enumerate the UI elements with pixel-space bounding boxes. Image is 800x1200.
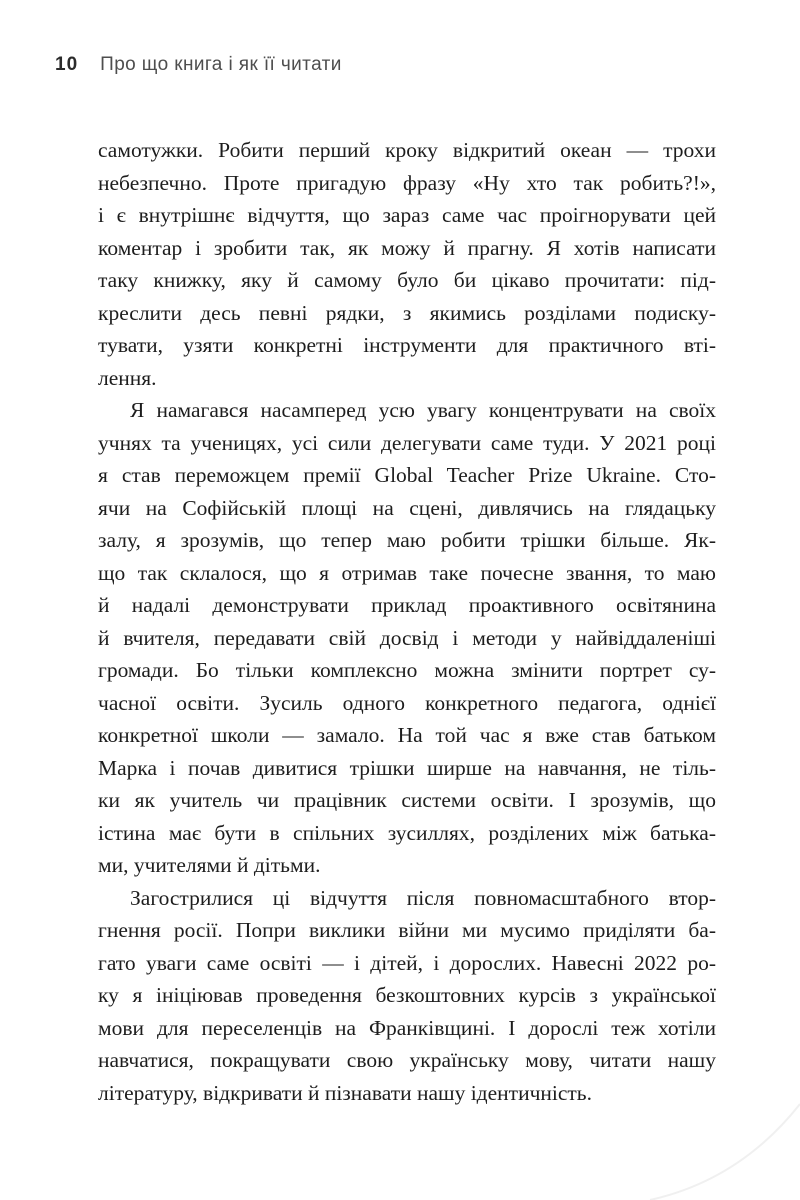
text-line: самотужки. Робити перший кроку відкритий океан — трохи	[98, 138, 716, 162]
text-line: небезпечно. Проте пригадую фразу «Ну хто так робить?!»,	[98, 170, 716, 195]
text-line: учнях та ученицях, усі сили делегувати саме туди. У 2021 році	[98, 430, 716, 455]
text-line: лення.	[98, 365, 157, 390]
text-line: конкретної школи — замало. На той час я вже став батьком	[98, 723, 716, 747]
text-line: й надалі демонструвати приклад проактивного освітянина	[98, 593, 716, 617]
text-line: літературу, відкривати й пізнавати нашу ідентичність.	[98, 1080, 592, 1105]
text-line: мови для переселенців на Франківщині. І дорослі теж хотіли	[98, 1015, 716, 1040]
text-line: тувати, узяти конкретні інструменти для практичного вті-	[98, 333, 716, 357]
text-line: креслити десь певні рядки, з якимись розділами подиску-	[98, 300, 716, 325]
text-line: Марка і почав дивитися трішки ширше на навчання, не тіль-	[98, 755, 716, 780]
text-line: ку я ініціював проведення безкоштовних курсів з української	[98, 983, 716, 1007]
text-line: істина має бути в спільних зусиллях, розділених між батька-	[98, 820, 716, 845]
text-line: ячи на Софійській площі на сцені, дивлячись на глядацьку	[98, 495, 716, 520]
text-line: я став переможцем премії Global Teacher Prize Ukraine. Сто-	[98, 463, 716, 487]
page-header	[55, 54, 342, 76]
text-line: ки як учитель чи працівник системи освіти. І зрозумів, що	[98, 788, 716, 812]
text-line: громади. Бо тільки комплексно можна змінити портрет су-	[98, 658, 716, 682]
text-line: часної освіти. Зусиль одного конкретного педагога, однієї	[98, 690, 716, 715]
text-line: навчатися, покращувати свою українську мову, читати нашу	[98, 1048, 716, 1072]
text-line: гато уваги саме освіті — і дітей, і дорослих. Навесні 2022 ро-	[98, 950, 716, 975]
text-line: залу, я зрозумів, що тепер маю робити трішки більше. Як-	[98, 528, 716, 552]
text-line: і є внутрішнє відчуття, що зараз саме час проігнорувати цей	[98, 203, 716, 227]
text-line: Загострилися ці відчуття після повномасштабного втор-	[130, 885, 716, 910]
paragraph	[98, 882, 716, 1110]
text-line: таку книжку, яку й самому було би цікаво прочитати: під-	[98, 268, 716, 292]
text-line: коментар і зробити так, як можу й прагну. Я хотів написати	[98, 235, 716, 260]
paragraph	[98, 134, 716, 394]
text-line: ми, учителями й дітьми.	[98, 853, 321, 877]
paragraph	[98, 394, 716, 882]
text-line: й вчителя, передавати свій досвід і методи у найвіддаленіші	[98, 625, 716, 650]
text-line: що так склалося, що я отримав таке почесне звання, то маю	[98, 560, 716, 585]
page-body	[98, 134, 716, 1109]
text-line: гнення росії. Попри виклики війни ми мусимо приділяти ба-	[98, 918, 716, 942]
text-line: Я намагався насамперед усю увагу концентрувати на своїх	[130, 398, 716, 422]
page-number: 10	[55, 54, 79, 75]
running-title: Про що книга і як її читати	[100, 54, 342, 75]
